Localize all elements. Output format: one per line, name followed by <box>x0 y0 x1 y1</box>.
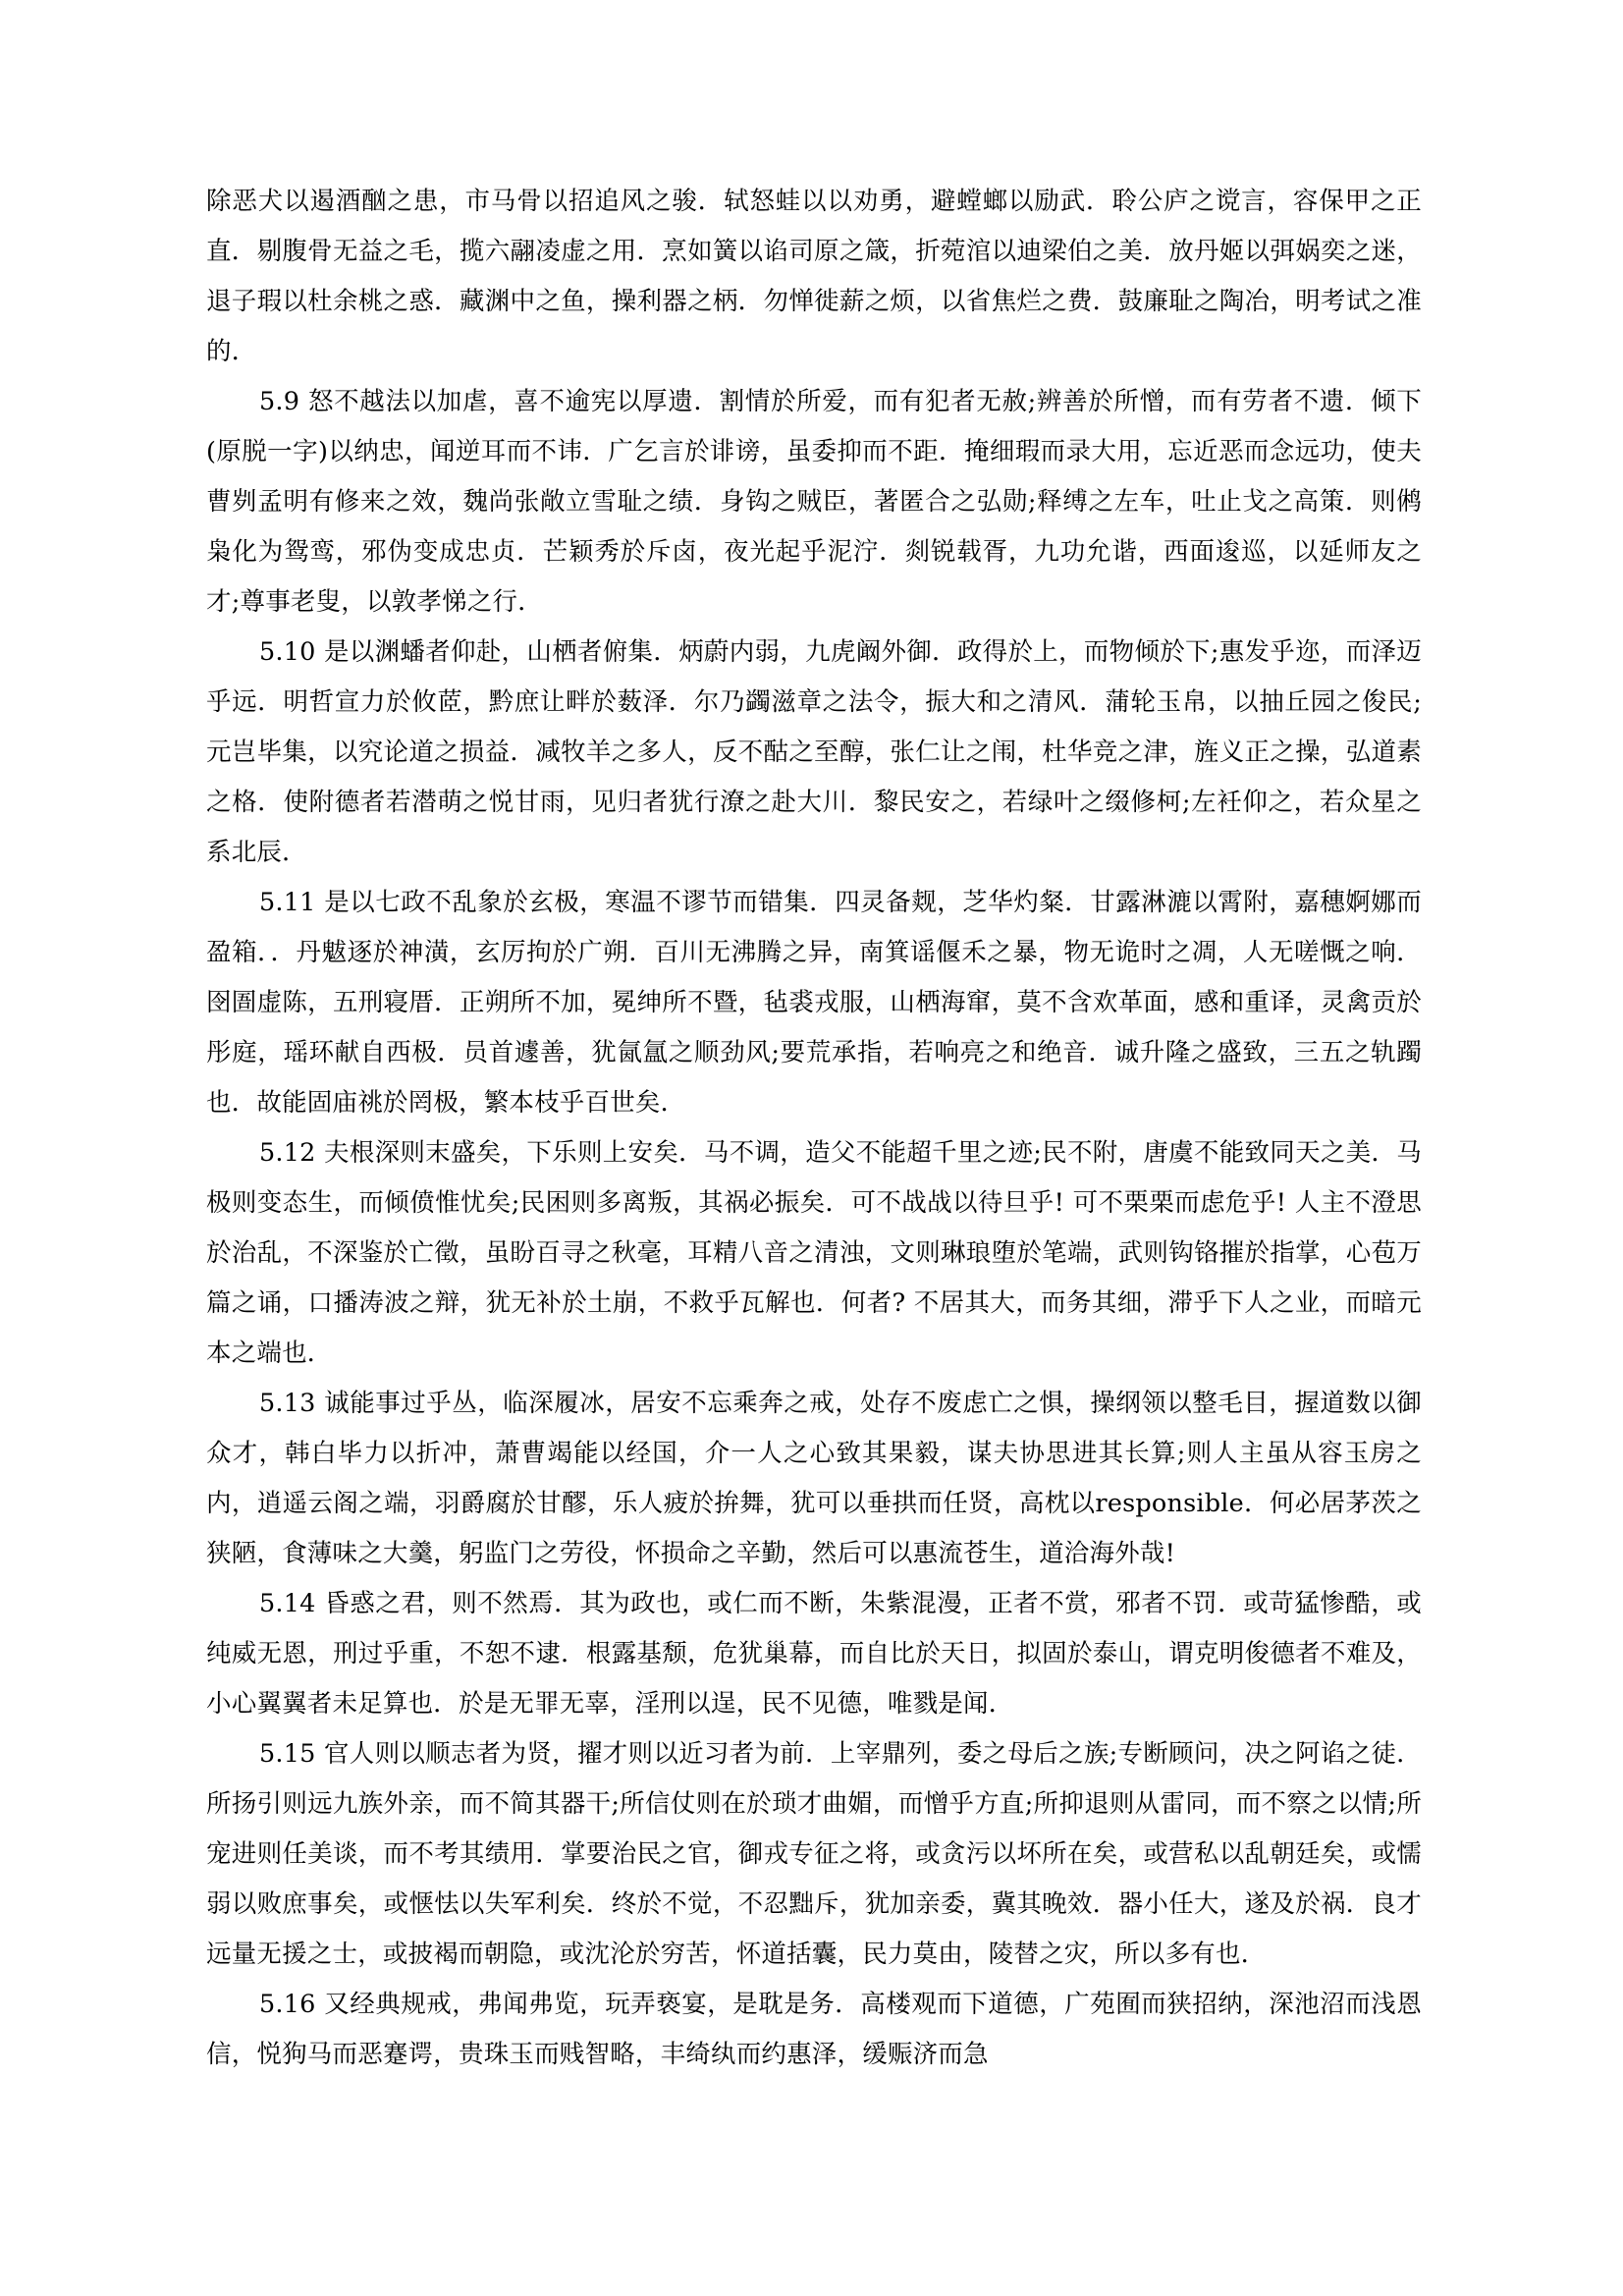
paragraph-5-15 <box>206 1729 1422 1980</box>
paragraph-5-10-text: 是以渊蟠者仰赴，山栖者俯集．炳蔚内弱，九虎阚外御．政得於上，而物倾於下;惠发乎迩，而泽迈乎远．明哲宣力於攸茝，黔庶让畔於薮泽．尔乃蠲滋章之法令，振大和之清风．蒲轮玉帛，以抽丘园之俊民;元岂毕集，以究论道之损益．减牧羊之多人，反不酤之至醇，张仁让之闱，杜华竞之津，旌义正之操，弘道素之格．使附德者若潜萌之悦甘雨，见归者犹行潦之赴大川．黎民安之，若绿叶之缀修柯;左衽仰之，若众星之系北辰． <box>206 637 1422 867</box>
section-number-5-10: 5.10 <box>259 637 316 667</box>
paragraph-5-11-text: 是以七政不乱象於玄极，寒温不谬节而错集．四灵备觌，芝华灼粲．甘露淋漉以霄附，嘉穗婀娜而盈箱．．丹魃逐於神潢，玄厉拘於广朔．百川无沸腾之异，南箕谣偃禾之暴，物无诡时之凋，人无嗟慨之响．囹圄虚陈，五刑寝厝．正朔所不加，冕绅所不暨，毡裘戎服，山栖海窜，莫不含欢革面，感和重译，灵禽贡於彤庭，瑶环献自西极．员首遽善，犹氤氲之顺劲风;要荒承指，若响亮之和绝音．诚升隆之盛致，三五之轨躅也．故能固庙祧於罔极，繁本枝乎百世矣． <box>206 888 1422 1118</box>
paragraph-5-14-text: 昏惑之君，则不然焉．其为政也，或仁而不断，朱紫混漫，正者不赏，邪者不罚．或苛猛惨酷，或纯威无恩，刑过乎重，不恕不逮．根露基颓，危犹巢幕，而自比於天日，拟固於泰山，谓克明俊德者不难及，小心翼翼者未足算也．於是无罪无辜，淫刑以逞，民不见德，唯戮是闻． <box>206 1589 1422 1719</box>
paragraph-5-16-text: 又经典规戒，弗闻弗览，玩弄亵宴，是耽是务．高楼观而下道德，广苑囿而狭招纳，深池沼而浅恩信，悦狗马而恶蹇谔，贵珠玉而贱智略，丰绮纨而约惠泽，缓赈济而急 <box>206 1990 1422 2069</box>
paragraph-5-9 <box>206 377 1422 628</box>
section-number-5-16: 5.16 <box>259 1990 316 2019</box>
paragraph-5-13-text: 诚能事过乎丛，临深履冰，居安不忘乘奔之戒，处存不废虑亡之惧，操纲领以整毛目，握道数以御众才，韩白毕力以折冲，萧曹竭能以经国，介一人之心致其果毅，谋夫协思进其长算;则人主虽从容玉房之内，逍遥云阁之端，羽爵腐於甘醪，乐人疲於拚舞，犹可以垂拱而任贤，高枕以responsible．何必居茅茨之狭陋，食薄味之大羹，躬监门之劳役，怀损命之辛勤，然后可以惠流苍生，道洽海外哉! <box>206 1389 1422 1568</box>
paragraph-5-13 <box>206 1379 1422 1579</box>
section-number-5-13: 5.13 <box>259 1389 316 1418</box>
section-number-5-15: 5.15 <box>259 1739 316 1769</box>
document-body <box>206 177 1422 2080</box>
paragraph-5-15-text: 官人则以顺志者为贤，擢才则以近习者为前．上宰鼎列，委之母后之族;专断顾问，决之阿谄之徒．所扬引则远九族外亲，而不简其器干;所信仗则在於琐才曲媚，而憎乎方直;所抑退则从雷同，而不察之以情;所宠进则任美谈，而不考其绩用．掌要治民之官，御戎专征之将，或贪污以坏所在矣，或营私以乱朝廷矣，或懦弱以败庶事矣，或惬怯以失军利矣．终於不觉，不忍黜斥，犹加亲委，冀其晚效．器小任大，遂及於祸．良才远量无援之士，或披褐而朝隐，或沈沦於穷苦，怀道括囊，民力莫由，陵替之灾，所以多有也． <box>206 1739 1422 1969</box>
paragraph-5-11 <box>206 878 1422 1128</box>
section-number-5-11: 5.11 <box>259 888 316 917</box>
section-number-5-9: 5.9 <box>259 387 300 416</box>
paragraph-5-12 <box>206 1128 1422 1379</box>
paragraph-5-9-text: 怒不越法以加虐，喜不逾宪以厚遗．割情於所爱，而有犯者无赦;辨善於所憎，而有劳者不遗．倾下(原脱一字)以纳忠，闻逆耳而不讳．广乞言於诽谤，虽委抑而不距．掩细瑕而录大用，忘近恶而念远功，使夫曹刿孟明有修来之效，魏尚张敞立雪耻之绩．身钩之贼臣，著匿合之弘勋;释缚之左车，吐止戈之高策．则鸺枭化为鸳鸾，邪伪变成忠贞．芒颖秀於斥卤，夜光起乎泥泞．剡锐载胥，九功允谐，西面逡巡，以延师友之才;尊事老叟，以敦孝悌之行． <box>206 387 1422 617</box>
paragraph-opening: 除恶犬以遏酒酗之患，市马骨以招追风之骏．轼怒蛙以以劝勇，避螳螂以励武．聆公庐之谠言，容保甲之正直．剔腹骨无益之毛，揽六翮凌虚之用．烹如簧以谄司原之箴，折菀涫以迪梁伯之美．放丹姬以弭娲奕之迷，退子瑕以杜余桃之惑．藏渊中之鱼，操利器之柄．勿惮徙薪之烦，以省焦烂之费．鼓廉耻之陶冶，明考试之准的． <box>206 187 1422 366</box>
paragraph-5-14 <box>206 1579 1422 1729</box>
paragraph-5-10 <box>206 628 1422 878</box>
section-number-5-14: 5.14 <box>259 1589 316 1618</box>
section-number-5-12: 5.12 <box>259 1138 316 1168</box>
paragraph-5-16 <box>206 1980 1422 2080</box>
paragraph-5-12-text: 夫根深则末盛矣，下乐则上安矣．马不调，造父不能超千里之迹;民不附，唐虞不能致同天之美．马极则变态生，而倾偾惟忧矣;民困则多离叛，其祸必振矣．可不战战以待旦乎! 可不栗栗而虑危乎! 人主不澄思於治乱，不深鉴於亡徵，虽盼百寻之秋毫，耳精八音之清浊，文则琳琅堕於笔端，武则钩铬摧於指掌，心苞万篇之诵，口播涛波之辩，犹无补於土崩，不救乎瓦解也．何者? 不居其大，而务其细，滞乎下人之业，而暗元本之端也． <box>206 1138 1422 1368</box>
